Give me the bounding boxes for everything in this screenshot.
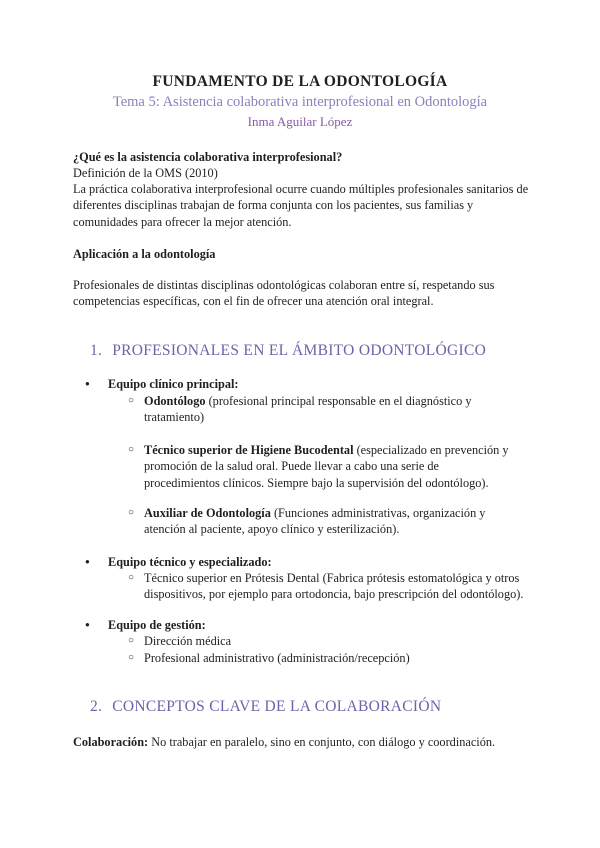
circle-bullet-icon: ○: [128, 507, 135, 518]
item-text: Profesional administrativo (administración/recepción): [144, 651, 410, 665]
application-text: Profesionales de distintas disciplinas odontológicas colaboran entre sí, respetando sus competencias específicas, con el fin de ofrecer una atención oral integral.: [73, 278, 495, 309]
concept-text: No trabajar en paralelo, sino en conjunto, con diálogo y coordinación.: [148, 735, 496, 749]
group-technical-label: [89, 554, 272, 570]
item-text: (Funciones administrativas, organización y atención al paciente, apoyo clínico y esterilización).: [144, 506, 486, 537]
circle-bullet-icon: ○: [128, 572, 135, 583]
document-title: FUNDAMENTO DE LA ODONTOLOGÍA: [152, 73, 448, 90]
item-bold: Odontólogo: [144, 394, 206, 408]
section-2-number: 2.: [90, 698, 103, 715]
section-1-title: PROFESIONALES EN EL ÁMBITO ODONTOLÓGICO: [112, 342, 487, 359]
intro-definition-text: La práctica colaborativa interprofesional ocurre cuando múltiples profesionales sanitarios de diferentes disciplinas trabajan de forma conjunta con los pacientes, sus familias y comunidades para ofrecer la mejor atención.: [73, 182, 529, 229]
item-text: Técnico superior en Prótesis Dental (Fabrica prótesis estomatológica y otros dispositivos, por ejemplo para ortodoncia, bajo prescripción del odontólogo).: [144, 571, 524, 602]
intro-definition-source: Definición de la OMS (2010): [73, 166, 218, 180]
section-1-number: 1.: [90, 342, 103, 359]
concept-collaboration: [73, 734, 543, 750]
item-text: (profesional principal responsable en el diagnóstico y tratamiento): [144, 394, 472, 425]
list-item-direccion: [128, 633, 528, 649]
list-item-odontologo: [128, 393, 473, 426]
item-text: Dirección médica: [144, 634, 232, 648]
group-clinical-label: [89, 376, 239, 392]
section-2-heading: [90, 698, 441, 716]
section-1-heading: [90, 342, 486, 360]
document-author: Inma Aguilar López: [247, 114, 353, 129]
circle-bullet-icon: ○: [128, 395, 135, 406]
list-item-administrativo: [128, 650, 528, 666]
circle-bullet-icon: ○: [128, 444, 135, 455]
list-item-auxiliar: [128, 505, 530, 538]
circle-bullet-icon: ○: [128, 652, 135, 663]
intro-question: ¿Qué es la asistencia colaborativa interprofesional?: [73, 150, 343, 164]
application-heading: Aplicación a la odontología: [73, 247, 216, 261]
group-management-label-text: Equipo de gestión:: [108, 618, 206, 632]
item-text: (especializado en prevención y promoción de la salud oral. Puede llevar a cabo una serie de procedimientos clínicos. Siempre bajo la supervisión del odontólogo).: [144, 443, 509, 490]
list-item-protesis: [128, 570, 528, 603]
list-item-higienista: [128, 442, 516, 491]
group-technical-label-text: Equipo técnico y especializado:: [108, 555, 272, 569]
item-bold: Auxiliar de Odontología: [144, 506, 271, 520]
group-clinical-label-text: Equipo clínico principal:: [108, 377, 239, 391]
item-bold: Técnico superior de Higiene Bucodental: [144, 443, 354, 457]
circle-bullet-icon: ○: [128, 635, 135, 646]
group-management-label: [89, 617, 206, 633]
concept-term: Colaboración:: [73, 735, 149, 749]
section-2-title: CONCEPTOS CLAVE DE LA COLABORACIÓN: [112, 698, 442, 715]
document-subtitle: Tema 5: Asistencia colaborativa interprofesional en Odontología: [112, 94, 488, 110]
